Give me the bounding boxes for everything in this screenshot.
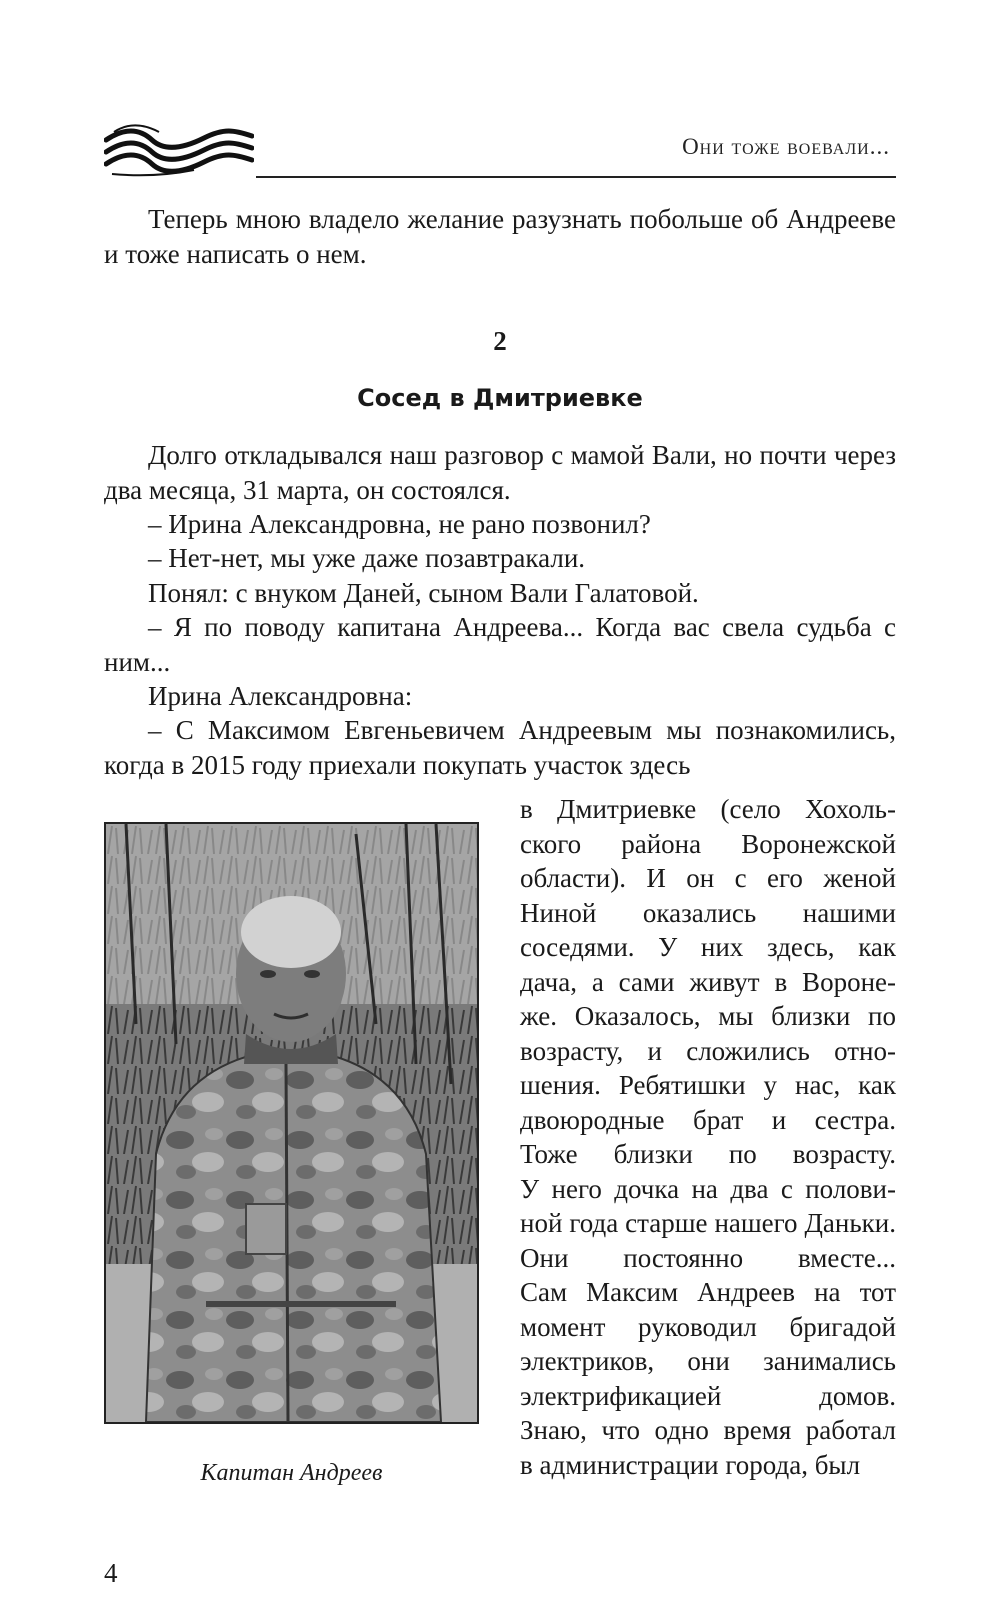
body-paragraph-5: – Я по поводу капитана Андреева... Когда вас свела судьба с ним... (104, 612, 896, 677)
wrapped-line: электрификацией домов. (520, 1380, 896, 1411)
wrapped-line: соседями. У них здесь, как (520, 932, 896, 962)
body-paragraph-2: – Ирина Александровна, не рано позвонил? (148, 509, 651, 539)
wrapped-line: в Дмитриевке (село Хохоль- (520, 794, 896, 824)
body-paragraph-6: Ирина Александровна: (148, 681, 413, 711)
wrapped-line: возрасту, и сложились отно- (520, 1035, 896, 1066)
wrapped-text-column (520, 792, 896, 1482)
wrapped-line: Ниной оказались нашими (520, 897, 896, 928)
chapter-number: 2 (493, 326, 507, 356)
wrapped-line: двоюродные брат и сестра. (520, 1104, 896, 1135)
intro-paragraph: Теперь мною владело желание разузнать побольше об Андрееве и тоже написать о нем. (104, 204, 896, 269)
st-george-ribbon-icon (104, 118, 254, 180)
header-rule (256, 176, 896, 178)
photo-caption: Капитан Андреев (200, 1460, 383, 1486)
wrapped-line: дача, а сами живут в Вороне- (520, 966, 896, 997)
wrapped-line: области). И он с его женой (520, 863, 896, 893)
wrapped-line: ского района Воронежской (520, 828, 896, 859)
wrapped-line: же. Оказалось, мы близки по (520, 1001, 896, 1031)
chapter-title: Сосед в Дмитриевке (357, 384, 643, 412)
wrapped-line: Тоже близки по возрасту. (520, 1139, 896, 1169)
wrapped-line: шения. Ребятишки у нас, как (520, 1070, 896, 1100)
wrapped-line: электриков, они занимались (520, 1346, 896, 1376)
captain-photo-drawing (106, 824, 477, 1422)
wrapped-line: У него дочка на два с полови- (520, 1173, 896, 1204)
wrapped-line: момент руководил бригадой (520, 1311, 896, 1342)
body-paragraph-1: Долго откладывался наш разговор с мамой Вали, но почти через два месяца, 31 марта, он состоялся. (104, 440, 896, 505)
captain-photo (104, 822, 479, 1424)
body-paragraph-4: Понял: с внуком Даней, сыном Вали Галатовой. (148, 578, 699, 608)
wrapped-line: Знаю, что одно время работал (520, 1415, 896, 1445)
body-paragraph-3: – Нет-нет, мы уже даже позавтракали. (148, 543, 586, 573)
wrapped-line: в администрации города, был (520, 1449, 861, 1480)
page-number: 4 (104, 1558, 118, 1588)
body-paragraph-7: – С Максимом Евгеньевичем Андреевым мы познакомились, когда в 2015 году приехали покупать участок здесь (104, 715, 896, 780)
running-title: Они тоже воевали... (682, 134, 890, 159)
wrapped-line: ной года старше нашего Даньки. Они постоянно вместе... (520, 1208, 896, 1273)
wrapped-line: Сам Максим Андреев на тот (520, 1277, 896, 1307)
